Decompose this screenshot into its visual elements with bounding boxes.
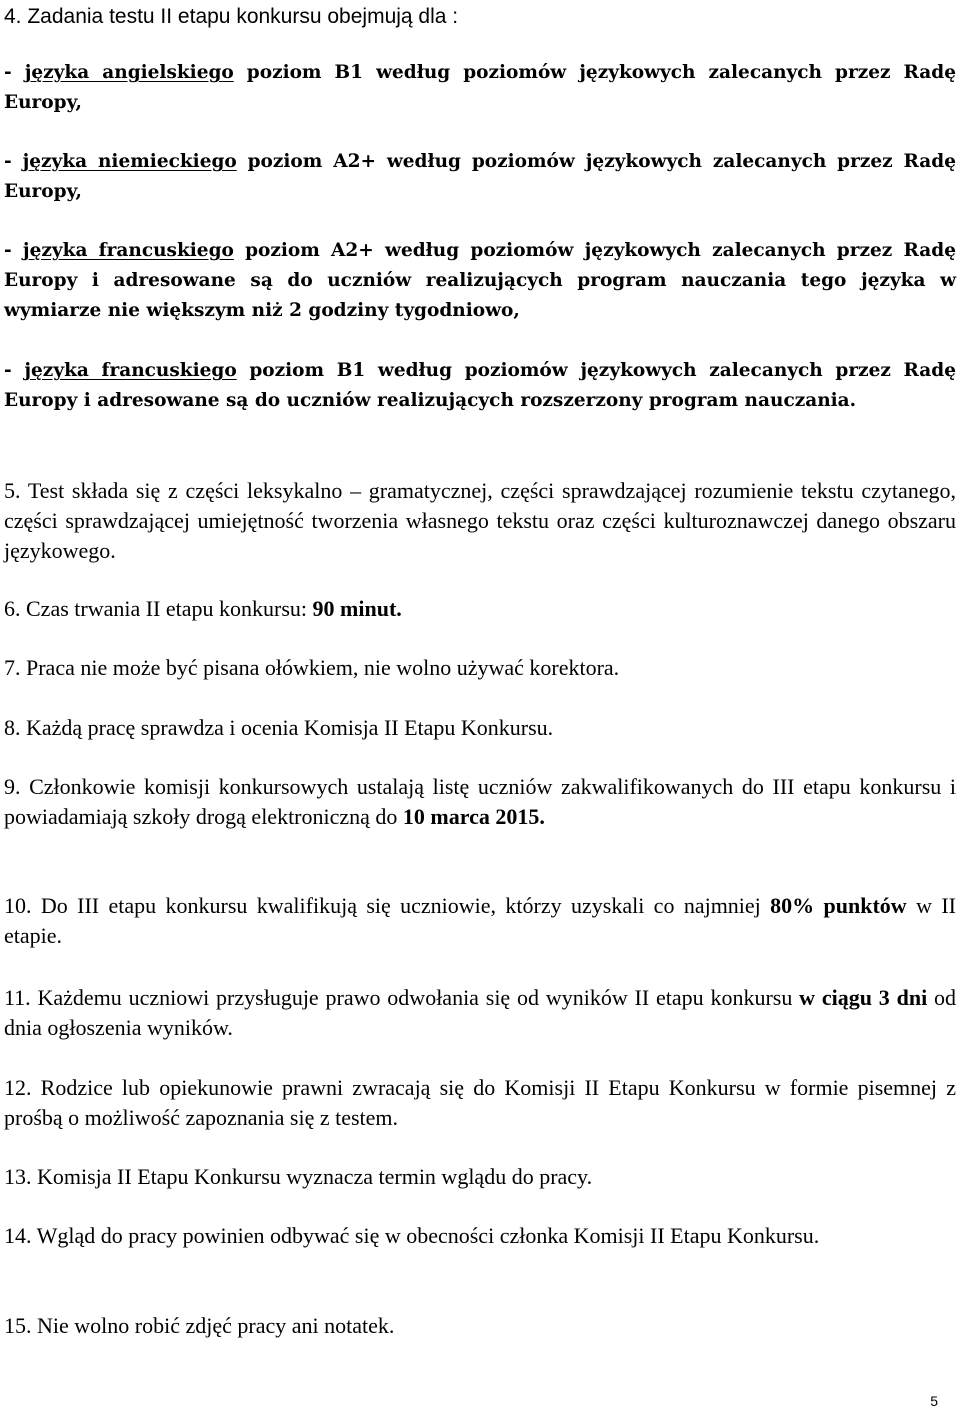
paragraph-10-threshold: 80% punktów [770, 893, 907, 918]
paragraph-5: 5. Test składa się z części leksykalno – gramatycznej, części sprawdzającej rozumienie tekstu czytanego, części sprawdzającej umiejętność tworzenia własnego tekstu oraz części kulturoznawczej danego obszaru językowego. [4, 478, 956, 563]
paragraph-10-tail: w II etapie. [4, 893, 956, 948]
paragraph-15: 15. Nie wolno robić zdjęć pracy ani notatek. [4, 1313, 395, 1338]
paragraph-9-text: 9. Członkowie komisji konkursowych ustalają listę uczniów zakwalifikowanych do III etapu konkursu i powiadamiają szkoły drogą elektroniczną do [4, 774, 956, 829]
page-number: 5 [930, 1393, 938, 1409]
paragraph-6-duration: 90 minut. [312, 596, 402, 621]
paragraph-12: 12. Rodzice lub opiekunowie prawni zwracają się do Komisji II Etapu Konkursu w formie pisemnej z prośbą o możliwość zapoznania się z testem. [4, 1075, 956, 1130]
language-name: języka francuskiego [22, 240, 234, 261]
language-level: poziom A2+ według poziomów językowych zalecanych przez Radę Europy, [4, 151, 957, 202]
paragraph-6-text: 6. Czas trwania II etapu konkursu: [4, 596, 313, 621]
paragraph-9-date: 10 marca 2015. [402, 804, 545, 829]
paragraph-10-text: 10. Do III etapu konkursu kwalifikują się uczniowie, którzy uzyskali co najmniej [4, 893, 771, 918]
paragraph-10 [4, 891, 956, 951]
paragraph-11-deadline: w ciągu 3 dni [799, 985, 928, 1010]
paragraph-8: 8. Każdą pracę sprawdza i ocenia Komisja II Etapu Konkursu. [4, 715, 554, 740]
paragraph-11-text: 11. Każdemu uczniowi przysługuje prawo odwołania się od wyników II etapu konkursu [4, 985, 800, 1010]
list-item-french-a2 [4, 236, 956, 326]
paragraph-13: 13. Komisja II Etapu Konkursu wyznacza termin wglądu do pracy. [4, 1164, 593, 1189]
language-name: języka angielskiego [24, 62, 234, 83]
dash: - [4, 151, 23, 172]
dash: - [4, 62, 25, 83]
paragraph-14: 14. Wgląd do pracy powinien odbywać się w obecności członka Komisji II Etapu Konkursu. [4, 1223, 820, 1248]
language-level: poziom B1 według poziomów językowych zalecanych przez Radę Europy i adresowane są do uczniów realizujących rozszerzony program nauczania. [4, 360, 956, 411]
paragraph-7: 7. Praca nie może być pisana ołówkiem, nie wolno używać korektora. [4, 655, 620, 680]
language-name: języka francuskiego [24, 360, 237, 381]
paragraph-11-tail: od dnia ogłoszenia wyników. [4, 985, 957, 1040]
section-heading: 4. Zadania testu II etapu konkursu obejmują dla : [4, 5, 459, 28]
language-name: języka niemieckiego [22, 151, 237, 172]
list-item-french-b1 [4, 356, 956, 416]
list-item-english [4, 58, 956, 118]
language-level: poziom B1 według poziomów językowych zalecanych przez Radę Europy, [4, 62, 956, 113]
paragraph-6 [4, 594, 956, 624]
list-item-german [4, 147, 956, 207]
paragraph-9 [4, 772, 956, 832]
paragraph-11 [4, 983, 956, 1043]
language-level: poziom A2+ według poziomów językowych zalecanych przez Radę Europy i adresowane są do uczniów realizujących program nauczania tego języka w wymiarze nie większym niż 2 godziny tygodniowo, [4, 240, 956, 321]
dash: - [4, 360, 25, 381]
dash: - [4, 240, 23, 261]
